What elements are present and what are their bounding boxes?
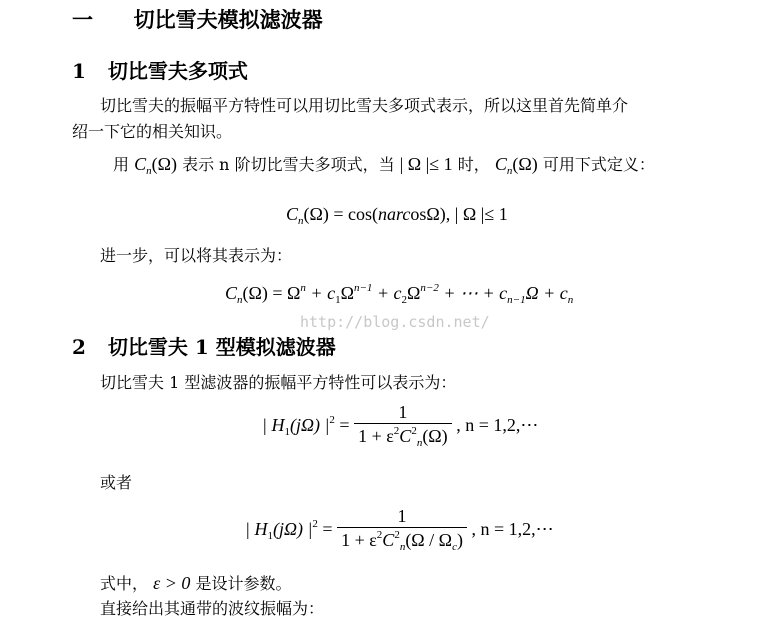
watermark: http://blog.csdn.net/ xyxy=(300,313,490,331)
fraction-1 xyxy=(354,402,452,449)
arg-omega: (Ω) xyxy=(512,154,538,174)
symbol-h: | H xyxy=(245,518,268,539)
paragraph-3: 进一步，可以将其表示为： xyxy=(100,246,293,265)
subsection-2-type: 1 xyxy=(194,335,209,359)
def-rhs: = cos( xyxy=(333,204,379,224)
superscript-2: 2 xyxy=(312,517,318,530)
def-inner: narc xyxy=(378,204,411,224)
arg-omega: (Ω) xyxy=(151,154,177,174)
subsection-2-title-2: 型模拟滤波器 xyxy=(215,335,336,359)
den-a: 1 + ε xyxy=(358,426,394,446)
symbol-c: C xyxy=(286,204,299,224)
subsection-1-title: 切比雪夫多项式 xyxy=(107,59,248,83)
paragraph-4: 切比雪夫 1 型滤波器的振幅平方特性可以表示为： xyxy=(100,373,457,392)
subscript-n: n xyxy=(298,215,304,227)
denominator xyxy=(337,527,467,553)
arg-omega: (Ω) xyxy=(303,204,329,224)
subsection-2-number: 2 xyxy=(72,335,86,359)
numerator: 1 xyxy=(397,506,407,526)
subsection-2-heading xyxy=(72,331,336,360)
arg-j-omega: (jΩ) | xyxy=(272,518,313,539)
subsection-1-number: 1 xyxy=(72,59,86,83)
arg-j-omega: (jΩ) | xyxy=(289,414,330,435)
paragraph-5: 或者 xyxy=(100,473,133,492)
subscript-1: 1 xyxy=(284,425,290,438)
symbol-c: C xyxy=(134,154,147,174)
subscript-1: 1 xyxy=(335,294,341,306)
den-c: C xyxy=(382,530,395,550)
poly-term-3: + c xyxy=(372,283,402,303)
subscript-2: 2 xyxy=(401,294,408,306)
den-c-sup: 2 xyxy=(394,529,400,541)
poly-term-4: Ω xyxy=(407,283,421,303)
numerator: 1 xyxy=(398,402,408,422)
poly-term-2: Ω xyxy=(340,283,354,303)
subscript-1: 1 xyxy=(267,529,273,542)
paragraph-2-text-1: 用 xyxy=(113,155,130,174)
poly-term-1: + c xyxy=(305,283,336,303)
symbol-h: | H xyxy=(262,414,285,435)
section-number: 一 xyxy=(72,7,93,32)
superscript-n: n xyxy=(300,282,306,294)
subscript-n: n xyxy=(567,294,574,306)
n-tail: , n = 1,2,⋯ xyxy=(471,519,554,539)
poly-rhs: = Ω xyxy=(272,283,301,303)
denominator xyxy=(354,423,452,449)
paragraph-2-text-2: 表示 n 阶切比雪夫多项式，当 xyxy=(182,155,395,174)
n-tail: , n = 1,2,⋯ xyxy=(456,415,539,435)
paragraph-2-text-4: 可用下式定义： xyxy=(542,155,655,174)
symbol-c: C xyxy=(494,154,507,174)
fraction-2 xyxy=(337,506,467,553)
paragraph-1-line-2: 绍一下它的相关知识。 xyxy=(72,122,233,141)
equals: = xyxy=(317,518,338,539)
den-a: 1 + ε xyxy=(341,530,377,550)
paragraph-1-line-1: 切比雪夫的振幅平方特性可以用切比雪夫多项式表示，所以这里首先简单介 xyxy=(100,96,629,115)
equation-h1-2 xyxy=(245,506,554,553)
subscript-n: n xyxy=(506,165,513,177)
paragraph-2 xyxy=(113,152,655,177)
arg-omega: (Ω) xyxy=(242,283,268,303)
den-arg-sub: c xyxy=(452,541,457,553)
superscript-n-1: n−1 xyxy=(353,282,373,294)
poly-term-5: + ⋯ + c xyxy=(438,283,508,303)
poly-term-6: Ω + c xyxy=(525,283,568,303)
equation-definition xyxy=(286,204,508,227)
inline-math-condition: | Ω |≤ 1 xyxy=(399,154,453,174)
paragraph-6-text-2: 是设计参数。 xyxy=(195,574,292,593)
inline-math-cn-1 xyxy=(134,154,177,177)
den-arg: (Ω) xyxy=(422,426,448,446)
den-c-sub: n xyxy=(399,541,406,553)
paragraph-7: 直接给出其通带的波纹振幅为： xyxy=(100,599,325,618)
paragraph-2-text-3: 时， xyxy=(457,155,490,174)
paragraph-6-text-1: 式中， xyxy=(100,574,149,593)
equation-h1-1 xyxy=(262,402,538,449)
paragraph-6 xyxy=(100,571,291,594)
den-c: C xyxy=(399,426,412,446)
den-arg-end: ) xyxy=(456,530,463,550)
subscript-n: n xyxy=(146,165,152,177)
equation-polynomial xyxy=(225,282,573,306)
subscript-n-1: n−1 xyxy=(507,294,526,306)
subsection-1-heading xyxy=(72,55,248,84)
den-sup: 2 xyxy=(393,425,400,437)
den-c-sub: n xyxy=(416,437,423,449)
subsection-2-title: 切比雪夫 xyxy=(107,335,188,359)
den-sup: 2 xyxy=(376,529,383,541)
subscript-n: n xyxy=(237,294,243,306)
superscript-2: 2 xyxy=(329,413,335,426)
inline-math-cn-2 xyxy=(494,154,538,177)
def-tail: osΩ), | Ω |≤ 1 xyxy=(410,204,508,224)
den-c-sup: 2 xyxy=(411,425,417,437)
den-arg: (Ω / Ω xyxy=(405,530,453,550)
symbol-c: C xyxy=(225,283,238,303)
equals: = xyxy=(334,414,355,435)
section-heading xyxy=(72,4,323,34)
inline-math-epsilon: ε > 0 xyxy=(153,573,191,593)
section-title: 切比雪夫模拟滤波器 xyxy=(133,7,323,32)
superscript-n-2: n−2 xyxy=(420,282,439,294)
